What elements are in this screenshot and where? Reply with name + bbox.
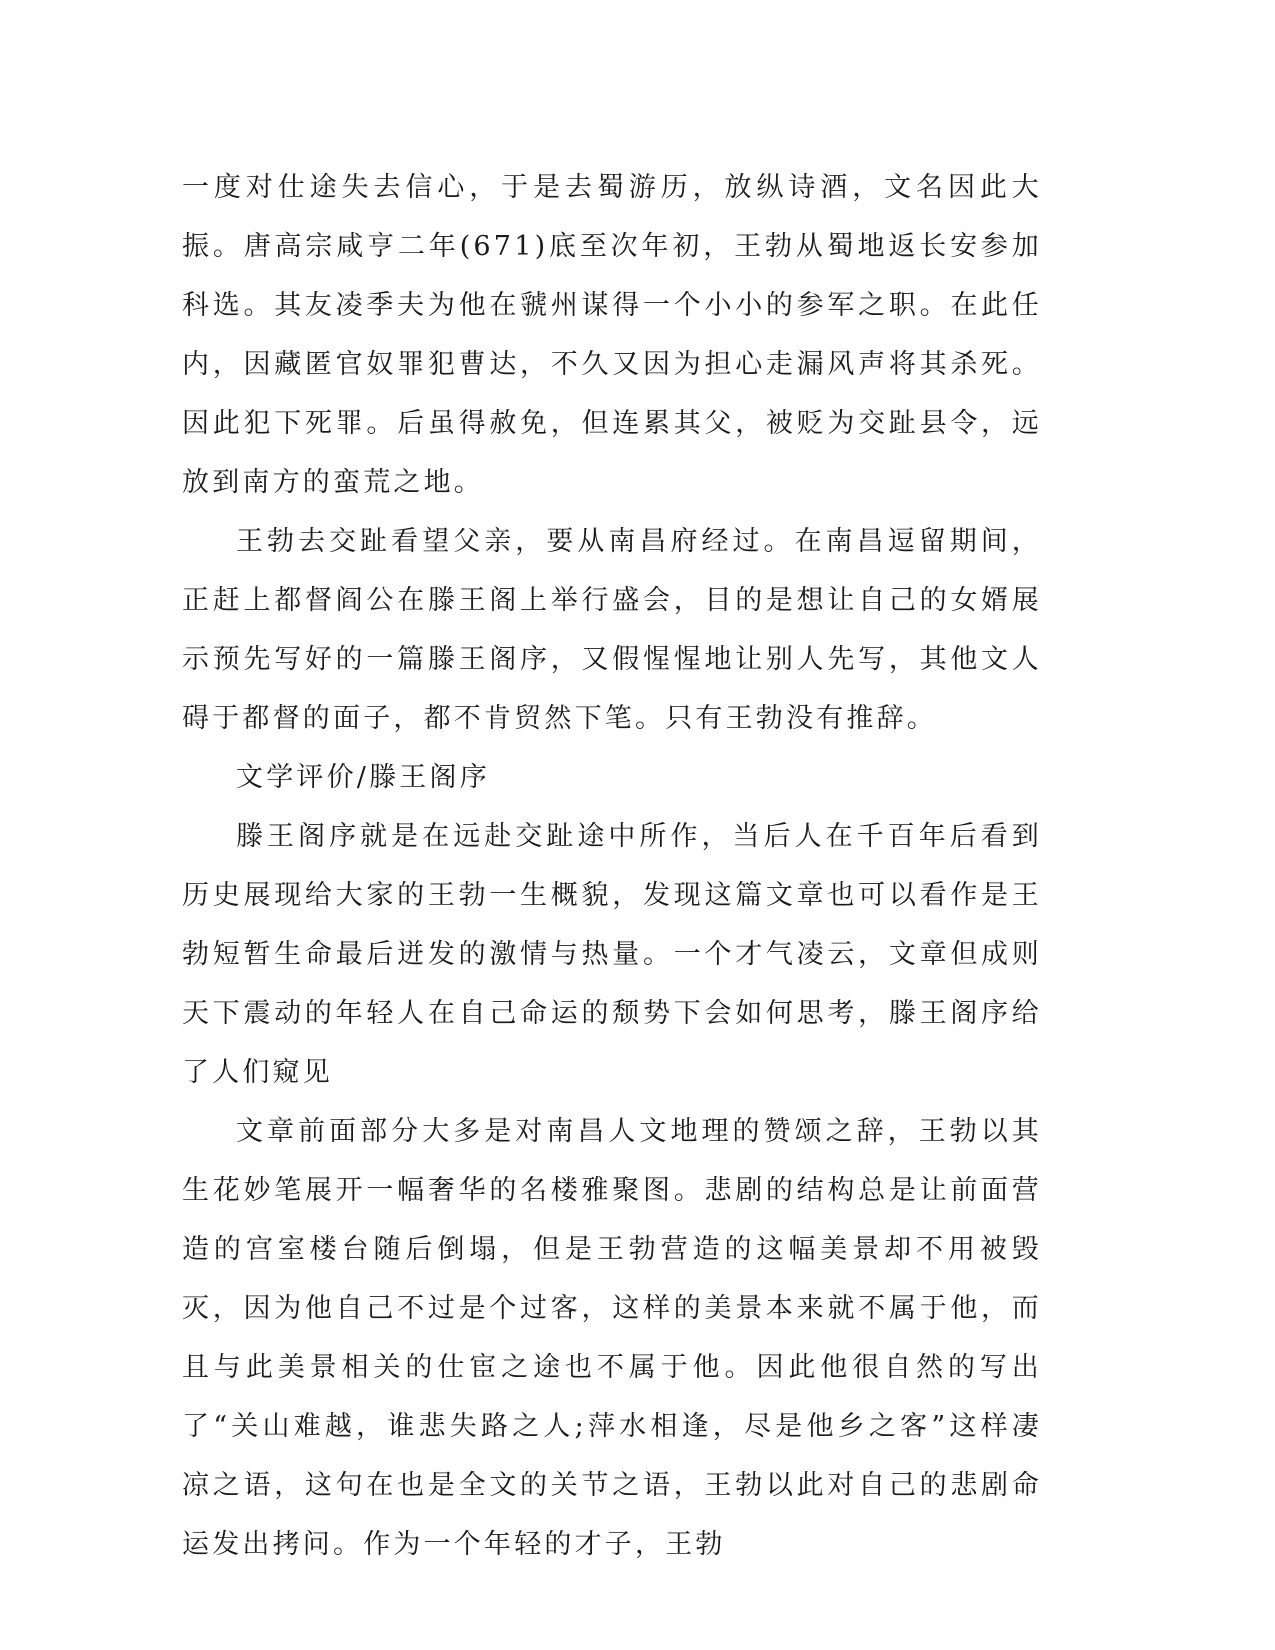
body-text: [182, 158, 1042, 1574]
paragraph-preface-origin: 滕王阁序就是在远赴交趾途中所作，当后人在千百年后看到历史展现给大家的王勃一生概貌，发现这篇文章也可以看作是王勃短暂生命最后迸发的激情与热量。一个才气凌云，文章但成则天下震动的年轻人在自己命运的颓势下会如何思考，滕王阁序给了人们窥见: [182, 821, 1042, 1088]
section-heading: 文学评价/滕王阁序: [236, 762, 490, 793]
paragraph-continuation: 一度对仕途失去信心，于是去蜀游历，放纵诗酒，文名因此大振。唐高宗咸亨二年(671)底至次年初，王勃从蜀地返长安参加科选。其友凌季夫为他在虢州谋得一个小小的参军之职。在此任内，因藏匿官奴罪犯曹达，不久又因为担心走漏风声将其杀死。因此犯下死罪。后虽得赦免，但连累其父，被贬为交趾县令，远放到南方的蛮荒之地。: [182, 172, 1042, 498]
paragraph-nanchang: 王勃去交趾看望父亲，要从南昌府经过。在南昌逗留期间，正赶上都督阎公在滕王阁上举行盛会，目的是想让自己的女婿展示预先写好的一篇滕王阁序，又假惺惺地让别人先写，其他文人碍于都督的面子，都不肯贸然下笔。只有王勃没有推辞。: [182, 526, 1042, 734]
paragraph-analysis: 文章前面部分大多是对南昌人文地理的赞颂之辞，王勃以其生花妙笔展开一幅奢华的名楼雅聚图。悲剧的结构总是让前面营造的宫室楼台随后倒塌，但是王勃营造的这幅美景却不用被毁灭，因为他自己不过是个过客，这样的美景本来就不属于他，而且与此美景相关的仕宦之途也不属于他。因此他很自然的写出了“关山难越，谁悲失路之人;萍水相逢，尽是他乡之客”这样凄凉之语，这句在也是全文的关节之语，王勃以此对自己的悲剧命运发出拷问。作为一个年轻的才子，王勃: [182, 1116, 1042, 1560]
